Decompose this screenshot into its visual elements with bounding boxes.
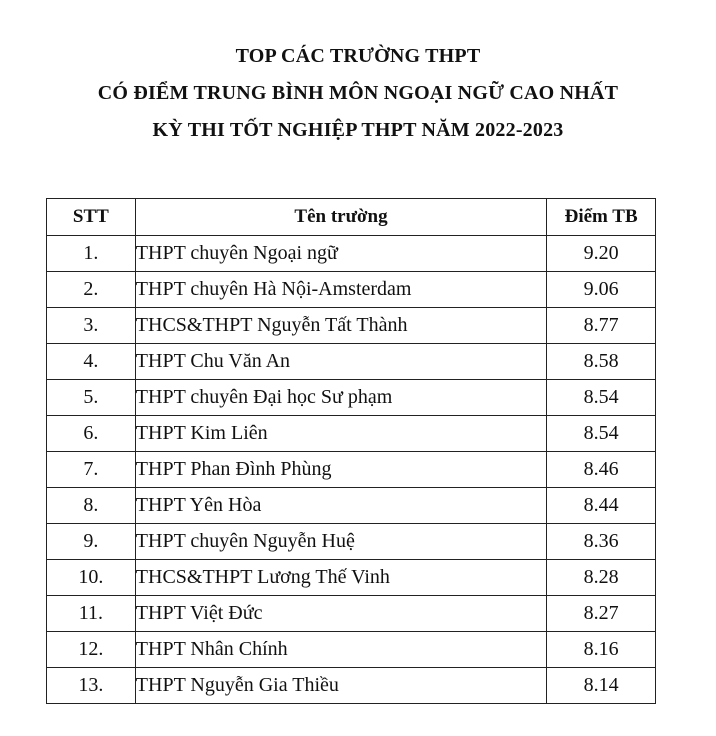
table-row bbox=[47, 632, 656, 668]
row-stt: 11. bbox=[47, 596, 136, 632]
header-stt: STT bbox=[47, 199, 136, 236]
row-average-score: 8.28 bbox=[547, 560, 656, 596]
table-row bbox=[47, 344, 656, 380]
row-school-name: THPT Nguyễn Gia Thiều bbox=[135, 668, 546, 704]
header-average-score: Điểm TB bbox=[547, 199, 656, 236]
row-average-score: 9.20 bbox=[547, 236, 656, 272]
table-row bbox=[47, 416, 656, 452]
row-average-score: 9.06 bbox=[547, 272, 656, 308]
document-title bbox=[0, 38, 716, 149]
row-school-name: THPT chuyên Nguyễn Huệ bbox=[135, 524, 546, 560]
title-line-1: TOP CÁC TRƯỜNG THPT bbox=[235, 45, 481, 67]
row-average-score: 8.44 bbox=[547, 488, 656, 524]
row-stt: 4. bbox=[47, 344, 136, 380]
table-row bbox=[47, 272, 656, 308]
row-school-name: THCS&THPT Nguyễn Tất Thành bbox=[135, 308, 546, 344]
row-average-score: 8.16 bbox=[547, 632, 656, 668]
table-row bbox=[47, 308, 656, 344]
row-stt: 7. bbox=[47, 452, 136, 488]
row-stt: 2. bbox=[47, 272, 136, 308]
header-school-name: Tên trường bbox=[135, 199, 546, 236]
row-stt: 1. bbox=[47, 236, 136, 272]
table-row bbox=[47, 452, 656, 488]
row-stt: 8. bbox=[47, 488, 136, 524]
school-scores-table bbox=[46, 198, 656, 704]
row-average-score: 8.14 bbox=[547, 668, 656, 704]
table-row bbox=[47, 668, 656, 704]
table-row bbox=[47, 488, 656, 524]
row-school-name: THPT Nhân Chính bbox=[135, 632, 546, 668]
row-school-name: THPT chuyên Ngoại ngữ bbox=[135, 236, 546, 272]
row-average-score: 8.54 bbox=[547, 380, 656, 416]
row-school-name: THPT chuyên Hà Nội-Amsterdam bbox=[135, 272, 546, 308]
row-average-score: 8.46 bbox=[547, 452, 656, 488]
row-school-name: THPT Yên Hòa bbox=[135, 488, 546, 524]
row-stt: 3. bbox=[47, 308, 136, 344]
row-school-name: THPT Kim Liên bbox=[135, 416, 546, 452]
table-header-row bbox=[47, 199, 656, 236]
table-row bbox=[47, 524, 656, 560]
row-stt: 12. bbox=[47, 632, 136, 668]
title-line-3: KỲ THI TỐT NGHIỆP THPT NĂM 2022-2023 bbox=[152, 119, 564, 141]
row-stt: 10. bbox=[47, 560, 136, 596]
table-row bbox=[47, 236, 656, 272]
row-school-name: THPT Phan Đình Phùng bbox=[135, 452, 546, 488]
row-average-score: 8.36 bbox=[547, 524, 656, 560]
row-stt: 13. bbox=[47, 668, 136, 704]
title-line-2: CÓ ĐIỂM TRUNG BÌNH MÔN NGOẠI NGỮ CAO NHẤT bbox=[97, 82, 619, 104]
table-row bbox=[47, 380, 656, 416]
row-average-score: 8.77 bbox=[547, 308, 656, 344]
row-average-score: 8.27 bbox=[547, 596, 656, 632]
row-school-name: THCS&THPT Lương Thế Vinh bbox=[135, 560, 546, 596]
row-school-name: THPT Chu Văn An bbox=[135, 344, 546, 380]
table-body bbox=[47, 236, 656, 704]
row-stt: 6. bbox=[47, 416, 136, 452]
row-stt: 9. bbox=[47, 524, 136, 560]
row-stt: 5. bbox=[47, 380, 136, 416]
row-average-score: 8.58 bbox=[547, 344, 656, 380]
table-row bbox=[47, 596, 656, 632]
table-row bbox=[47, 560, 656, 596]
row-school-name: THPT chuyên Đại học Sư phạm bbox=[135, 380, 546, 416]
row-average-score: 8.54 bbox=[547, 416, 656, 452]
row-school-name: THPT Việt Đức bbox=[135, 596, 546, 632]
